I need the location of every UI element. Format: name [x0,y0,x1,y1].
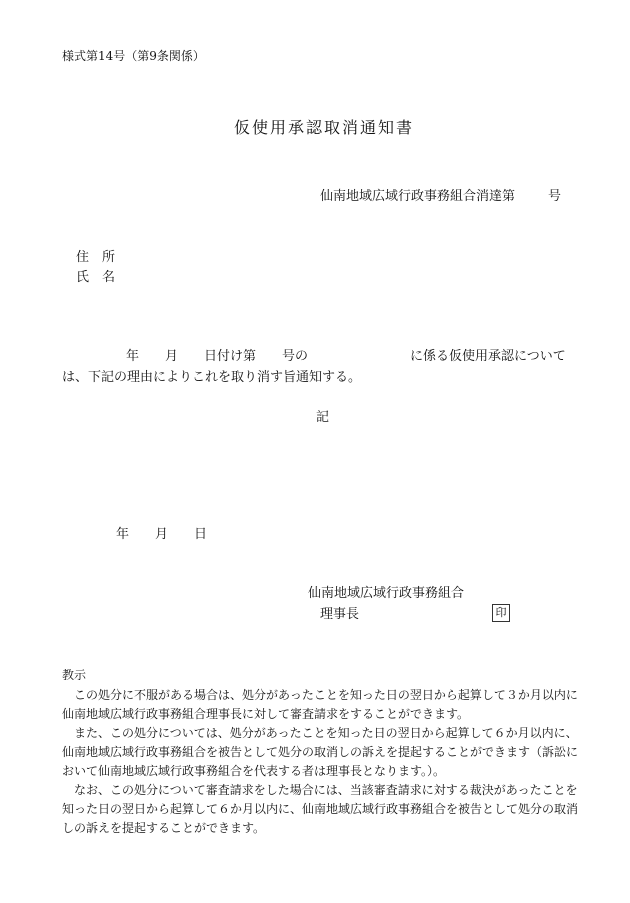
instruction-line: なお、この処分について審査請求をした場合には、当該審査請求に対する裁決があったことを [62,783,578,797]
body-line-2: は、下記の理由によりこれを取り消す旨通知する。 [62,370,362,385]
instruction-line: 知った日の翌日から起算して６か月以内に、仙南地域広域行政事務組合を被告として処分の取消 [62,802,579,816]
address-label: 住 所 [76,250,116,265]
notice-number-prefix: 仙南地域広域行政事務組合消達第 [320,189,516,204]
instruction-paragraph-2 [62,724,592,781]
instruction-line: この処分に不服がある場合は、処分があったことを知った日の翌日から起算して３か月以内に [62,688,578,702]
issuer-chair: 理事長 [320,607,360,622]
instruction-heading: 教示 [62,668,87,682]
name-label: 氏 名 [76,270,116,285]
seal-mark: 印 [492,604,510,622]
notice-number-suffix: 号 [548,189,562,204]
body-line-1-tail: に係る仮使用承認について [410,349,566,364]
instruction-line: 仙南地域広域行政事務組合を被告として処分の取消しの訴えを提起することができます（訴訟に [62,745,579,759]
body-line-1-date-text: 年 月 日付け第 号の [126,349,309,364]
body-line-1-date [62,348,308,366]
instruction-line: 仙南地域広域行政事務組合理事長に対して審査請求をすることができます。 [62,707,470,721]
instruction-paragraph-3 [62,781,592,838]
ki-label: 記 [316,410,330,425]
issue-date: 年 月 日 [116,527,208,542]
issuer-organization: 仙南地域広域行政事務組合 [308,586,465,601]
document-title: 仮使用承認取消通知書 [234,118,415,137]
instruction-line: しの訴えを提起することができます。 [62,821,266,835]
instruction-line: おいて仙南地域広域行政事務組合を代表する者は理事長となります。）。 [62,764,446,778]
instruction-line: また、この処分については、処分があったことを知った日の翌日から起算して６か月以内に、 [62,726,578,740]
instruction-paragraph-1 [62,686,592,724]
form-number: 様式第14号（第9条関係） [62,49,205,63]
